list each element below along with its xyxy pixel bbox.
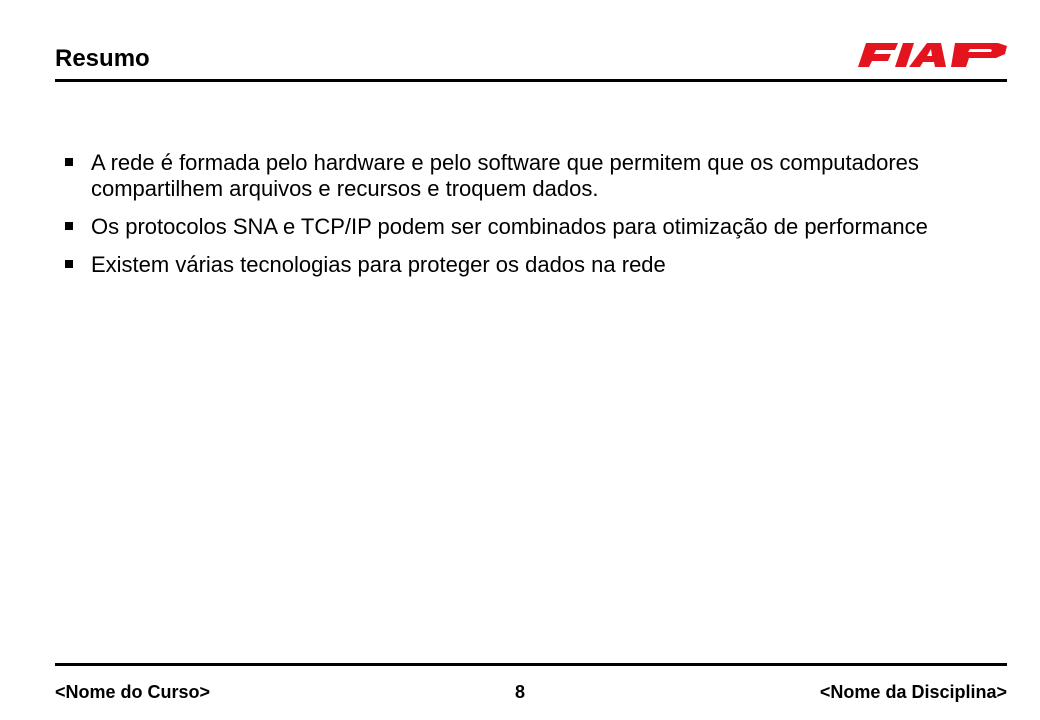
bullet-item xyxy=(65,150,985,202)
bullet-text: A rede é formada pelo hardware e pelo software que permitem que os computadores compartilhem arquivos e recursos e troquem dados. xyxy=(91,150,919,201)
bullet-text: Os protocolos SNA e TCP/IP podem ser combinados para otimização de performance xyxy=(91,214,928,239)
square-bullet-icon xyxy=(65,222,73,230)
bullet-list xyxy=(65,150,985,290)
header-divider xyxy=(55,79,1007,82)
bullet-item xyxy=(65,252,985,278)
fiap-logo xyxy=(858,40,1007,68)
bullet-text: Existem várias tecnologias para proteger os dados na rede xyxy=(91,252,666,277)
footer-divider xyxy=(55,663,1007,666)
footer-course: <Nome do Curso> xyxy=(55,682,211,702)
square-bullet-icon xyxy=(65,158,73,166)
bullet-item xyxy=(65,214,985,240)
footer-discipline: <Nome da Disciplina> xyxy=(819,682,1007,702)
square-bullet-icon xyxy=(65,260,73,268)
page-number: 8 xyxy=(514,682,525,702)
slide-title: Resumo xyxy=(55,45,150,72)
